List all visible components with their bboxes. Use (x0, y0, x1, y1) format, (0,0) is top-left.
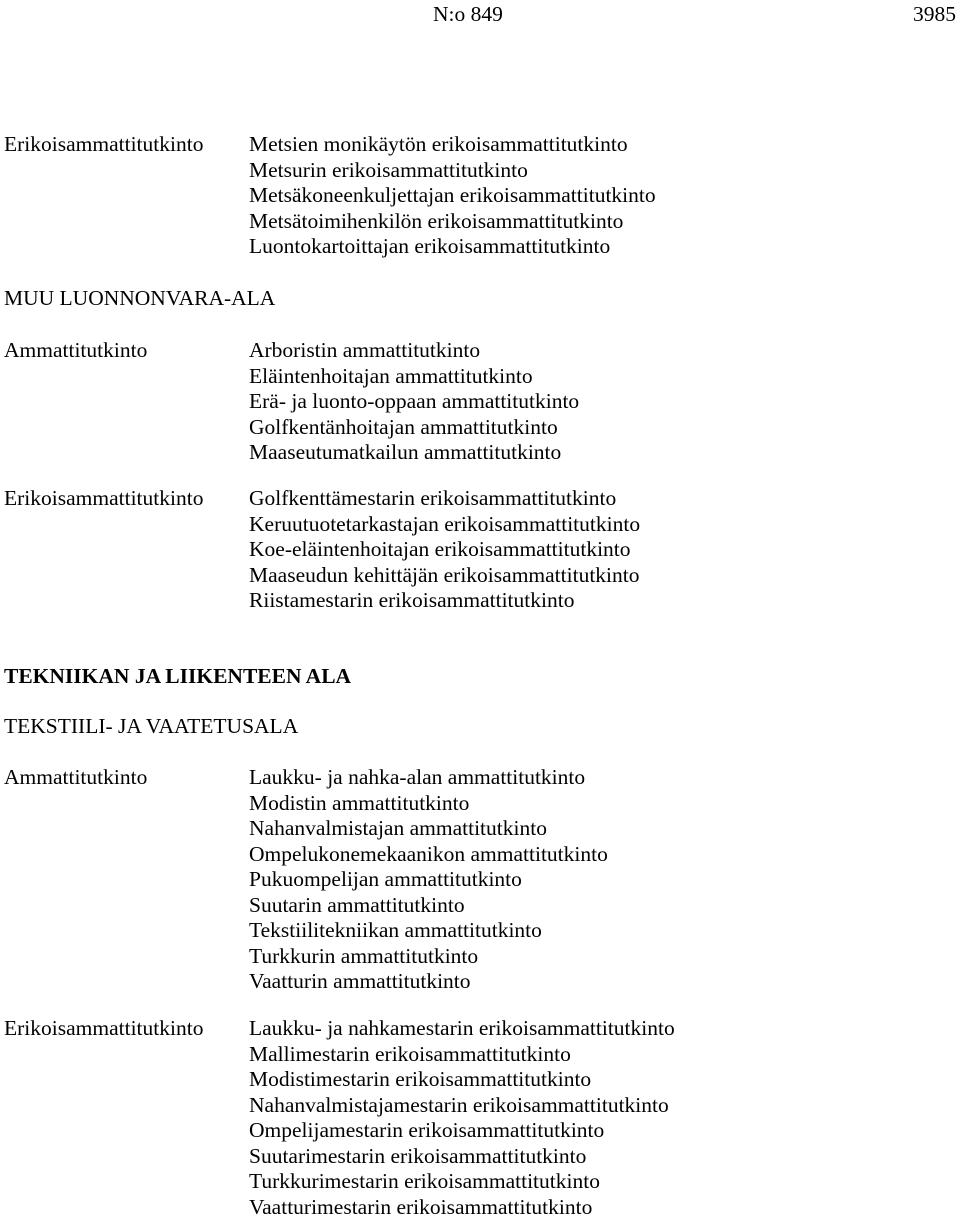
qualification-item: Laukku- ja nahka-alan ammattitutkinto (249, 765, 608, 791)
qualification-item: Suutarimestarin erikoisammattitutkinto (249, 1144, 675, 1170)
qualification-list (249, 1016, 675, 1220)
qualification-item: Erä- ja luonto-oppaan ammattitutkinto (249, 389, 579, 415)
qualification-item: Maaseudun kehittäjän erikoisammattitutkinto (249, 563, 640, 589)
qualification-item: Metsäkoneenkuljettajan erikoisammattitutkinto (249, 183, 656, 209)
qualification-item: Koe-eläintenhoitajan erikoisammattitutkinto (249, 537, 640, 563)
qualification-item: Keruutuotetarkastajan erikoisammattitutkinto (249, 512, 640, 538)
qualification-item: Nahanvalmistajan ammattitutkinto (249, 816, 608, 842)
qualification-item: Riistamestarin erikoisammattitutkinto (249, 588, 640, 614)
section-heading-tekstiili-ja-vaatetusala: TEKSTIILI- JA VAATETUSALA (4, 713, 298, 739)
qualification-item: Metsien monikäytön erikoisammattitutkinto (249, 132, 656, 158)
qualification-item: Turkkurimestarin erikoisammattitutkinto (249, 1169, 675, 1195)
qualification-item: Golfkenttämestarin erikoisammattitutkinto (249, 486, 640, 512)
section-heading-tekniikan-ja-liikenteen-ala: TEKNIIKAN JA LIIKENTEEN ALA (4, 663, 351, 689)
qualification-item: Modistimestarin erikoisammattitutkinto (249, 1067, 675, 1093)
qualification-item: Mallimestarin erikoisammattitutkinto (249, 1042, 675, 1068)
qualification-item: Golfkentänhoitajan ammattitutkinto (249, 415, 579, 441)
qualification-item: Eläintenhoitajan ammattitutkinto (249, 364, 579, 390)
degree-block-other-natural-resources-vocational (4, 338, 954, 468)
degree-type-label: Ammattitutkinto (4, 765, 147, 791)
qualification-item: Nahanvalmistajamestarin erikoisammattitutkinto (249, 1093, 675, 1119)
qualification-item: Turkkurin ammattitutkinto (249, 944, 608, 970)
degree-block-textile-specialist (4, 1016, 954, 1215)
qualification-item: Luontokartoittajan erikoisammattitutkinto (249, 234, 656, 260)
degree-type-label: Erikoisammattitutkinto (4, 1016, 203, 1042)
qualification-item: Arboristin ammattitutkinto (249, 338, 579, 364)
qualification-item: Vaatturimestarin erikoisammattitutkinto (249, 1195, 675, 1220)
qualification-item: Vaatturin ammattitutkinto (249, 969, 608, 995)
page-header (0, 0, 960, 30)
qualification-item: Metsurin erikoisammattitutkinto (249, 158, 656, 184)
section-heading-muu-luonnonvara-ala: MUU LUONNONVARA-ALA (4, 285, 275, 311)
degree-type-label: Erikoisammattitutkinto (4, 486, 203, 512)
degree-type-label: Ammattitutkinto (4, 338, 147, 364)
qualification-item: Pukuompelijan ammattitutkinto (249, 867, 608, 893)
qualification-list (249, 132, 656, 260)
degree-block-forestry-specialist (4, 132, 954, 262)
qualification-item: Ompelijamestarin erikoisammattitutkinto (249, 1118, 675, 1144)
issue-number: N:o 849 (433, 2, 503, 26)
qualification-item: Ompelukonemekaanikon ammattitutkinto (249, 842, 608, 868)
degree-type-label: Erikoisammattitutkinto (4, 132, 203, 158)
qualification-item: Modistin ammattitutkinto (249, 791, 608, 817)
qualification-list (249, 338, 579, 466)
qualification-list (249, 765, 608, 995)
degree-block-textile-vocational (4, 765, 954, 997)
qualification-item: Laukku- ja nahkamestarin erikoisammattitutkinto (249, 1016, 675, 1042)
qualification-item: Suutarin ammattitutkinto (249, 893, 608, 919)
qualification-item: Tekstiilitekniikan ammattitutkinto (249, 918, 608, 944)
degree-block-other-natural-resources-specialist (4, 486, 954, 616)
page-number: 3985 (913, 2, 956, 26)
qualification-item: Metsätoimihenkilön erikoisammattitutkinto (249, 209, 656, 235)
qualification-list (249, 486, 640, 614)
qualification-item: Maaseutumatkailun ammattitutkinto (249, 440, 579, 466)
